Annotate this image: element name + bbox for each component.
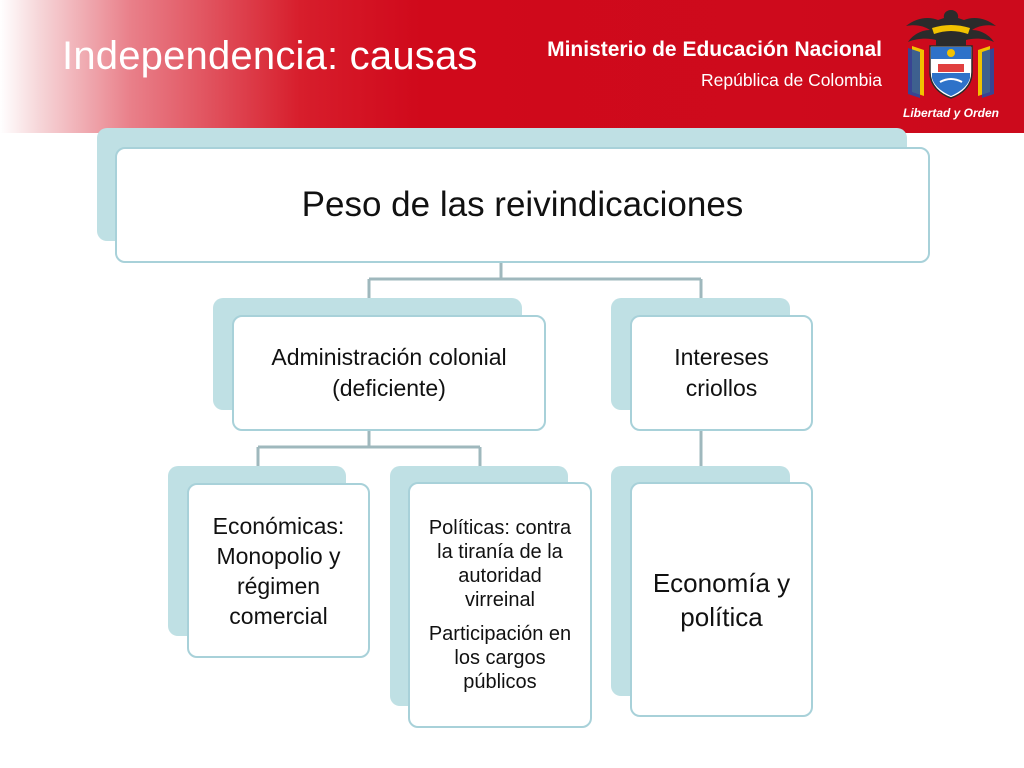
- economy-politics-node: [630, 482, 813, 717]
- admin-node: [232, 315, 546, 431]
- political-item-tyranny: Políticas: contra la tiranía de la autoridad virreinal: [428, 517, 572, 611]
- economic-node-label: Económicas: Monopolio y régimen comercial: [212, 512, 345, 629]
- criollos-node: [630, 315, 813, 431]
- economic-node: [187, 483, 370, 658]
- slide-title: Independencia: causas: [62, 34, 478, 78]
- root-node: [115, 147, 930, 263]
- root-node-label: Peso de las reivindicaciones: [301, 185, 744, 224]
- ministry-name: Ministerio de Educación Nacional: [547, 38, 882, 61]
- criollos-node-label: Intereses criollos: [674, 344, 769, 401]
- political-item-public-offices: Participación en los cargos públicos: [428, 623, 572, 693]
- economy-politics-node-label: Economía y política: [652, 567, 791, 632]
- motto: Libertad y Orden: [902, 106, 1000, 120]
- political-node: [408, 482, 592, 728]
- admin-node-label: Administración colonial (deficiente): [271, 344, 507, 401]
- ministry-country: República de Colombia: [701, 70, 882, 90]
